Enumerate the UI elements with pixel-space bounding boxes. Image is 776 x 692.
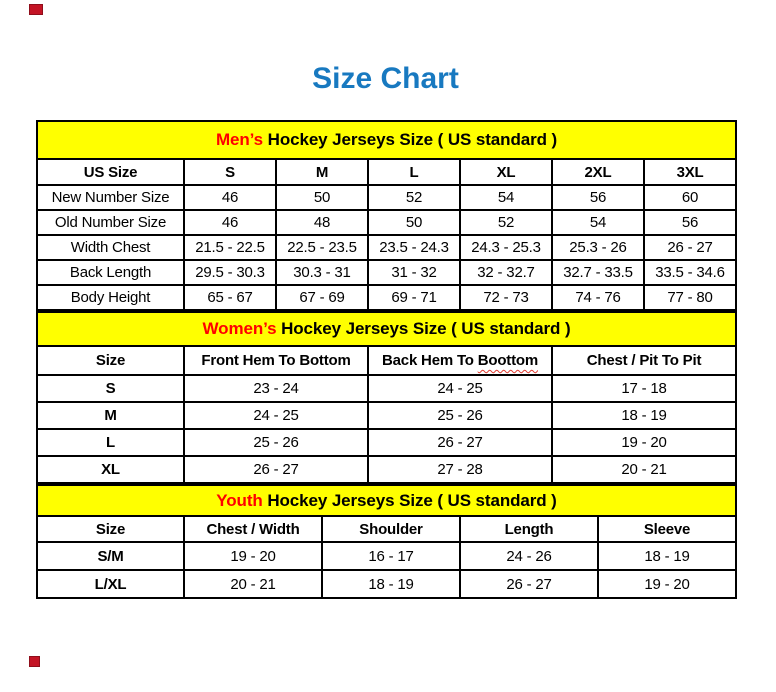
row-label: L/XL [37, 570, 184, 598]
table-row [37, 285, 736, 310]
size-cell: 26 - 27 [368, 429, 552, 456]
column-header: Sleeve [598, 516, 736, 542]
row-label: S [37, 375, 184, 402]
column-header-text: Back Hem To [382, 352, 478, 369]
size-cell: 17 - 18 [552, 375, 736, 402]
size-cell: 46 [184, 185, 276, 210]
row-label: Back Length [37, 260, 184, 285]
womens-banner-highlight: Women’s [202, 319, 277, 338]
row-label: Width Chest [37, 235, 184, 260]
size-cell: 26 - 27 [184, 456, 368, 483]
size-cell: 21.5 - 22.5 [184, 235, 276, 260]
womens-banner-text: Hockey Jerseys Size ( US standard ) [276, 319, 571, 338]
table-row [37, 260, 736, 285]
table-row [37, 210, 736, 235]
size-cell: 19 - 20 [184, 542, 322, 570]
column-header: Front Hem To Bottom [184, 346, 368, 375]
table-row [37, 185, 736, 210]
table-row [37, 542, 736, 570]
size-cell: 26 - 27 [460, 570, 598, 598]
size-cell: 30.3 - 31 [276, 260, 368, 285]
size-cell: 24.3 - 25.3 [460, 235, 552, 260]
mens-banner-highlight: Men’s [215, 130, 264, 149]
size-cell: 56 [644, 210, 736, 235]
size-cell: 27 - 28 [368, 456, 552, 483]
size-cell: 74 - 76 [552, 285, 644, 310]
size-cell: 24 - 26 [460, 542, 598, 570]
size-cell: 25.3 - 26 [552, 235, 644, 260]
column-header: Chest / Pit To Pit [552, 346, 736, 375]
size-cell: 24 - 25 [184, 402, 368, 429]
size-cell: 18 - 19 [598, 542, 736, 570]
size-cell: 69 - 71 [368, 285, 460, 310]
row-label: New Number Size [37, 185, 184, 210]
size-cell: 52 [460, 210, 552, 235]
size-cell: 19 - 20 [598, 570, 736, 598]
youth-size-table [36, 484, 737, 599]
column-header: XL [460, 159, 552, 185]
row-label: M [37, 402, 184, 429]
mens-banner-text: Hockey Jerseys Size ( US standard ) [263, 130, 558, 149]
mens-table-banner [37, 121, 736, 159]
size-cell: 56 [552, 185, 644, 210]
youth-banner-highlight: Youth [216, 490, 263, 510]
table-row [37, 312, 736, 346]
column-header: Size [37, 516, 184, 542]
red-square-artifact-bottom [29, 656, 40, 667]
size-cell: 33.5 - 34.6 [644, 260, 736, 285]
table-row [37, 402, 736, 429]
column-header: S [184, 159, 276, 185]
column-header: Size [37, 346, 184, 375]
size-cell: 24 - 25 [368, 375, 552, 402]
row-label: S/M [37, 542, 184, 570]
size-cell: 18 - 19 [322, 570, 460, 598]
mens-size-table [36, 120, 737, 311]
size-cell: 32.7 - 33.5 [552, 260, 644, 285]
size-cell: 50 [368, 210, 460, 235]
size-cell: 50 [276, 185, 368, 210]
column-header: Length [460, 516, 598, 542]
size-cell: 29.5 - 30.3 [184, 260, 276, 285]
red-square-artifact-top [29, 4, 43, 15]
table-row [37, 235, 736, 260]
column-header: 2XL [552, 159, 644, 185]
size-cell: 26 - 27 [644, 235, 736, 260]
size-cell: 60 [644, 185, 736, 210]
column-header: Shoulder [322, 516, 460, 542]
size-cell: 16 - 17 [322, 542, 460, 570]
row-label: XL [37, 456, 184, 483]
column-header: Chest / Width [184, 516, 322, 542]
size-cell: 52 [368, 185, 460, 210]
size-cell: 22.5 - 23.5 [276, 235, 368, 260]
column-header: US Size [37, 159, 184, 185]
column-header [368, 346, 552, 375]
row-label: Body Height [37, 285, 184, 310]
misspelled-word: Boottom [477, 352, 538, 369]
size-cell: 25 - 26 [184, 429, 368, 456]
youth-banner-text: Hockey Jerseys Size ( US standard ) [262, 490, 557, 510]
size-cell: 32 - 32.7 [460, 260, 552, 285]
table-row [37, 516, 736, 542]
size-cell: 20 - 21 [552, 456, 736, 483]
table-row [37, 159, 736, 185]
size-cell: 65 - 67 [184, 285, 276, 310]
size-cell: 54 [460, 185, 552, 210]
table-row [37, 570, 736, 598]
size-cell: 23.5 - 24.3 [368, 235, 460, 260]
column-header: L [368, 159, 460, 185]
size-cell: 31 - 32 [368, 260, 460, 285]
size-cell: 23 - 24 [184, 375, 368, 402]
size-chart-tables [36, 120, 735, 599]
table-row [37, 375, 736, 402]
size-cell: 46 [184, 210, 276, 235]
column-header: M [276, 159, 368, 185]
youth-table-banner [37, 485, 736, 516]
table-row [37, 456, 736, 483]
size-cell: 77 - 80 [644, 285, 736, 310]
table-row [37, 429, 736, 456]
table-row [37, 485, 736, 516]
page-title: Size Chart [312, 62, 459, 95]
womens-size-table [36, 311, 737, 484]
womens-table-banner [37, 312, 736, 346]
row-label: L [37, 429, 184, 456]
column-header: 3XL [644, 159, 736, 185]
size-cell: 67 - 69 [276, 285, 368, 310]
size-cell: 20 - 21 [184, 570, 322, 598]
table-row [37, 121, 736, 159]
table-row [37, 346, 736, 375]
size-cell: 72 - 73 [460, 285, 552, 310]
size-cell: 18 - 19 [552, 402, 736, 429]
size-cell: 25 - 26 [368, 402, 552, 429]
size-cell: 54 [552, 210, 644, 235]
size-cell: 19 - 20 [552, 429, 736, 456]
size-cell: 48 [276, 210, 368, 235]
row-label: Old Number Size [37, 210, 184, 235]
